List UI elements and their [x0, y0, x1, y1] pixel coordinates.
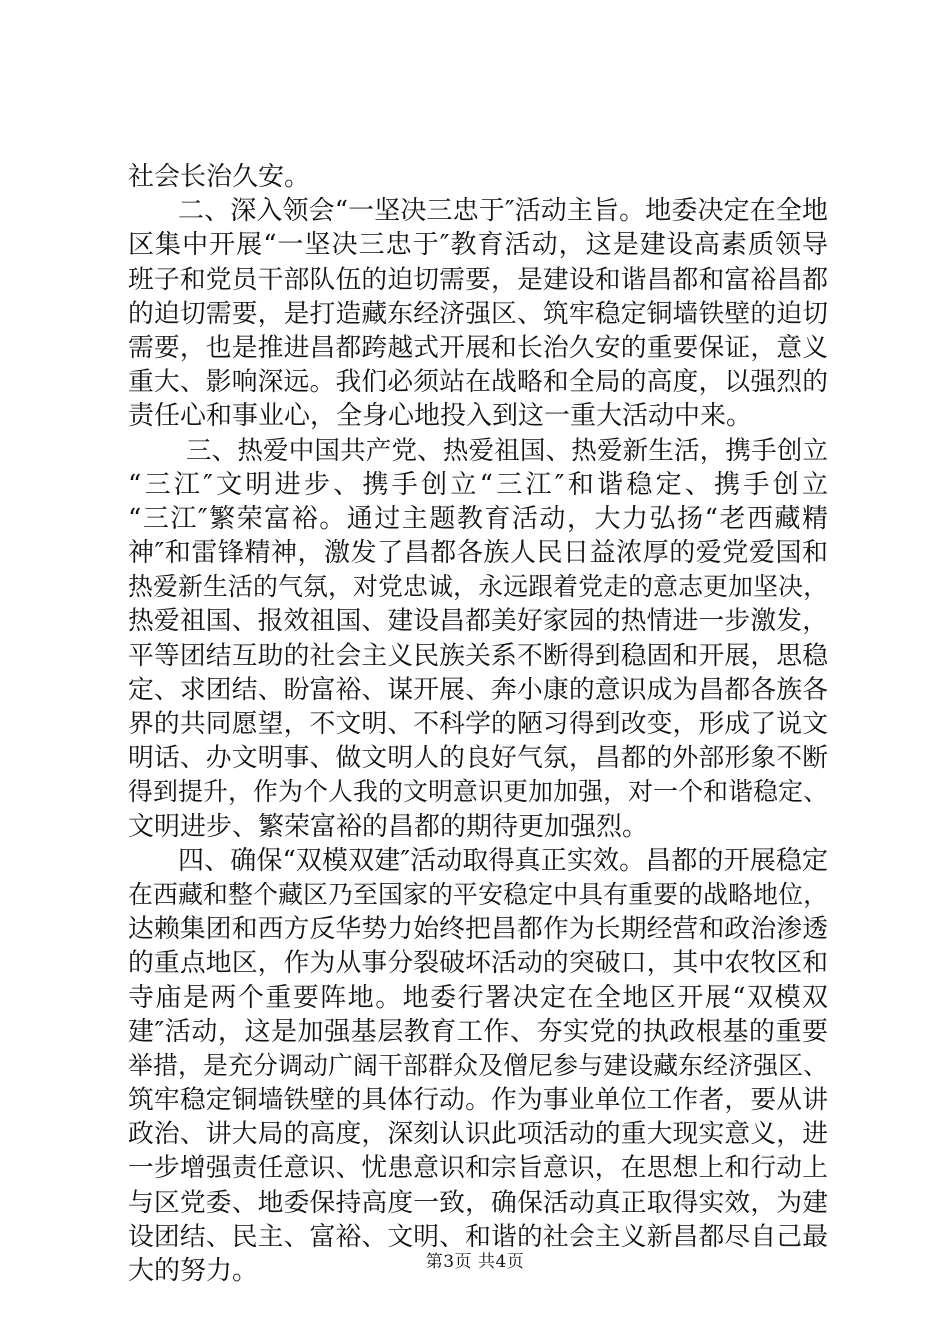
text-line: 在西藏和整个藏区乃至国家的平安稳定中具有重要的战略地位，: [128, 879, 828, 909]
text-line: 举措，是充分调动广阔干部群众及僧尼参与建设藏东经济强区、: [128, 1050, 828, 1080]
text-line: 区集中开展“一坚决三忠于″教育活动，这是建设高素质领导: [128, 230, 828, 261]
text-line: 筑牢稳定铜墙铁壁的具体行动。作为事业单位工作者，要从讲: [128, 1085, 828, 1116]
text-line: 平等团结互助的社会主义民族关系不断得到稳固和开展，思稳: [128, 640, 828, 671]
text-line: 社会长治久安。: [128, 162, 311, 192]
text-line: 的迫切需要，是打造藏东经济强区、筑牢稳定铜墙铁壁的迫切: [128, 298, 828, 329]
text-line: 班子和党员干部队伍的迫切需要，是建设和谐昌都和富裕昌都: [128, 264, 828, 295]
text-line: 达赖集团和西方反华势力始终把昌都作为长期经营和政治渗透: [128, 914, 828, 945]
text-line: 神″和雷锋精神，激发了昌都各族人民日益浓厚的爱党爱国和: [128, 538, 828, 569]
text-line: 需要，也是推进昌都跨越式开展和长治久安的重要保证，意义: [128, 332, 828, 363]
text-line: 大的努力。: [128, 1256, 259, 1286]
text-line: 四、确保“双模双建″活动取得真正实效。昌都的开展稳定: [178, 845, 828, 876]
text-line: 明话、办文明事、做文明人的良好气氛，昌都的外部形象不断: [128, 743, 828, 774]
text-line: “三江″繁荣富裕。通过主题教育活动，大力弘扬“老西藏精: [128, 503, 828, 534]
text-line: 责任心和事业心，全身心地投入到这一重大活动中来。: [128, 401, 753, 432]
text-line: 重大、影响深远。我们必须站在战略和全局的高度，以强烈的: [128, 367, 828, 398]
text-line: 与区党委、地委保持高度一致，确保活动真正取得实效，为建: [128, 1187, 828, 1218]
page-number-footer: 第3页 共4页: [425, 1252, 525, 1272]
text-line: 二、深入领会“一坚决三忠于″活动主旨。地委决定在全地: [178, 196, 828, 227]
text-line: 一步增强责任意识、忧患意识和宗旨意识，在思想上和行动上: [128, 1153, 828, 1184]
text-line: 得到提升，作为个人我的文明意识更加加强，对一个和谐稳定、: [128, 777, 828, 807]
text-line: 界的共同愿望，不文明、不科学的陋习得到改变，形成了说文: [128, 709, 828, 739]
text-line: 建″活动，这是加强基层教育工作、夯实党的执政根基的重要: [128, 1016, 828, 1047]
text-line: 三、热爱中国共产党、热爱祖国、热爱新生活，携手创立: [186, 435, 828, 466]
text-line: 设团结、民主、富裕、文明、和谐的社会主义新昌都尽自己最: [128, 1221, 828, 1252]
text-line: 政治、讲大局的高度，深刻认识此项活动的重大现实意义，进: [128, 1119, 828, 1150]
text-line: 文明进步、繁荣富裕的昌都的期待更加强烈。: [128, 811, 649, 842]
body-text: [128, 160, 828, 1288]
text-line: 寺庙是两个重要阵地。地委行署决定在全地区开展“双模双: [128, 982, 828, 1013]
text-line: 热爱祖国、报效祖国、建设昌都美好家园的热情进一步激发，: [128, 606, 828, 637]
text-line: 定、求团结、盼富裕、谋开展、奔小康的意识成为昌都各族各: [128, 674, 828, 705]
text-line: 的重点地区，作为从事分裂破坏活动的突破口，其中农牧区和: [128, 948, 828, 979]
text-line: “三江″文明进步、携手创立“三江″和谐稳定、携手创立: [128, 469, 828, 500]
text-line: 热爱新生活的气氛，对党忠诚，永远跟着党走的意志更加坚决，: [128, 572, 828, 602]
